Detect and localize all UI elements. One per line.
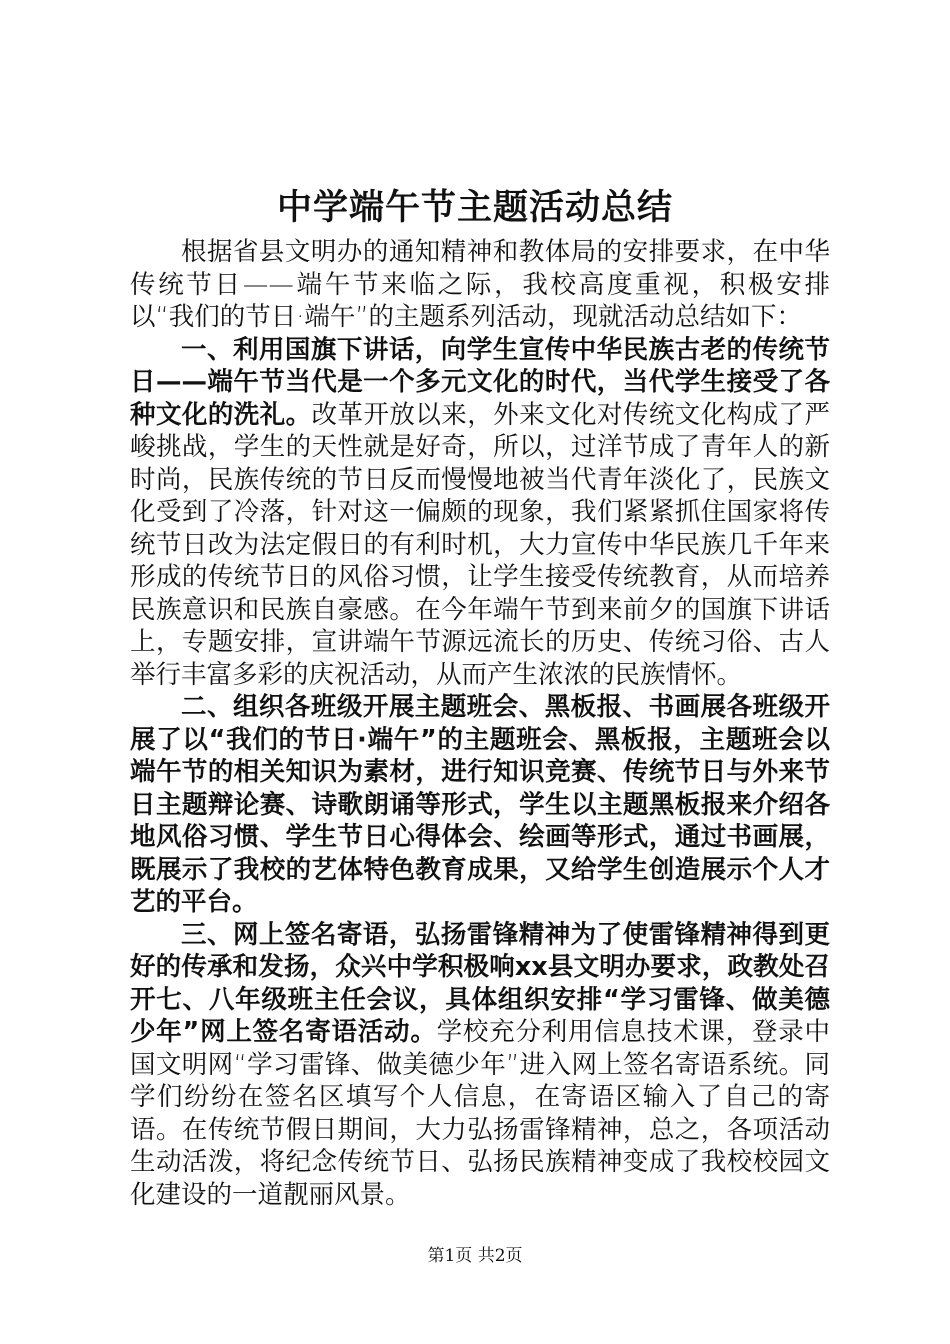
paragraph-intro <box>130 236 830 334</box>
paragraph-section-2 <box>130 691 830 919</box>
document-body <box>130 236 830 1211</box>
document-title: 中学端午节主题活动总结 <box>276 187 673 228</box>
paragraph-section-1 <box>130 334 830 692</box>
page-number-footer: 第1页 共2页 <box>427 1246 523 1266</box>
paragraph-lead: 三、网上签名寄语，弘扬雷锋精神为了使雷锋精神得到更好的传承和发扬，众兴中学积极响xx县文明办要求，政教处召开七、八年级班主任会议，具体组织安排“学习雷锋、做美德少年”网上签名寄语活动。 <box>130 919 830 1047</box>
paragraph-text: 学校充分利用信息技术课，登录中国文明网“学习雷锋、做美德少年”进入网上签名寄语系统。同学们纷纷在签名区填写个人信息，在寄语区输入了自己的寄语。在传统节假日期间，大力弘扬雷锋精神，总之，各项活动生动活泼，将纪念传统节日、弘扬民族精神变成了我校校园文化建设的一道靓丽风景。 <box>130 1017 830 1210</box>
paragraph-section-3 <box>130 919 830 1212</box>
paragraph-lead: 一、利用国旗下讲话，向学生宣传中华民族古老的传统节日——端午节当代是一个多元文化的时代，当代学生接受了各种文化的洗礼。 <box>130 334 830 430</box>
paragraph-text: 根据省县文明办的通知精神和教体局的安排要求，在中华传统节日——端午节来临之际，我校高度重视，积极安排以“我们的节日·端午”的主题系列活动，现就活动总结如下： <box>130 237 830 332</box>
paragraph-text: 改革开放以来，外来文化对传统文化构成了严峻挑战，学生的天性就是好奇，所以，过洋节成了青年人的新时尚，民族传统的节日反而慢慢地被当代青年淡化了，民族文化受到了冷落，针对这一偏颇的现象，我们紧紧抓住国家将传统节日改为法定假日的有利时机，大力宣传中华民族几千年来形成的传统节日的风俗习惯，让学生接受传统教育，从而培养民族意识和民族自豪感。在今年端午节到来前夕的国旗下讲话上，专题安排，宣讲端午节源远流长的历史、传统习俗、古人举行丰富多彩的庆祝活动，从而产生浓浓的民族情怀。 <box>130 399 830 690</box>
paragraph-lead: 二、组织各班级开展主题班会、黑板报、书画展各班级开展了以“我们的节日·端午”的主题班会、黑板报，主题班会以端午节的相关知识为素材，进行知识竞赛、传统节日与外来节日主题辩论赛、诗歌朗诵等形式，学生以主题黑板报来介绍各地风俗习惯、学生节日心得体会、绘画等形式，通过书画展，既展示了我校的艺体特色教育成果，又给学生创造展示个人才艺的平台。 <box>130 692 830 917</box>
